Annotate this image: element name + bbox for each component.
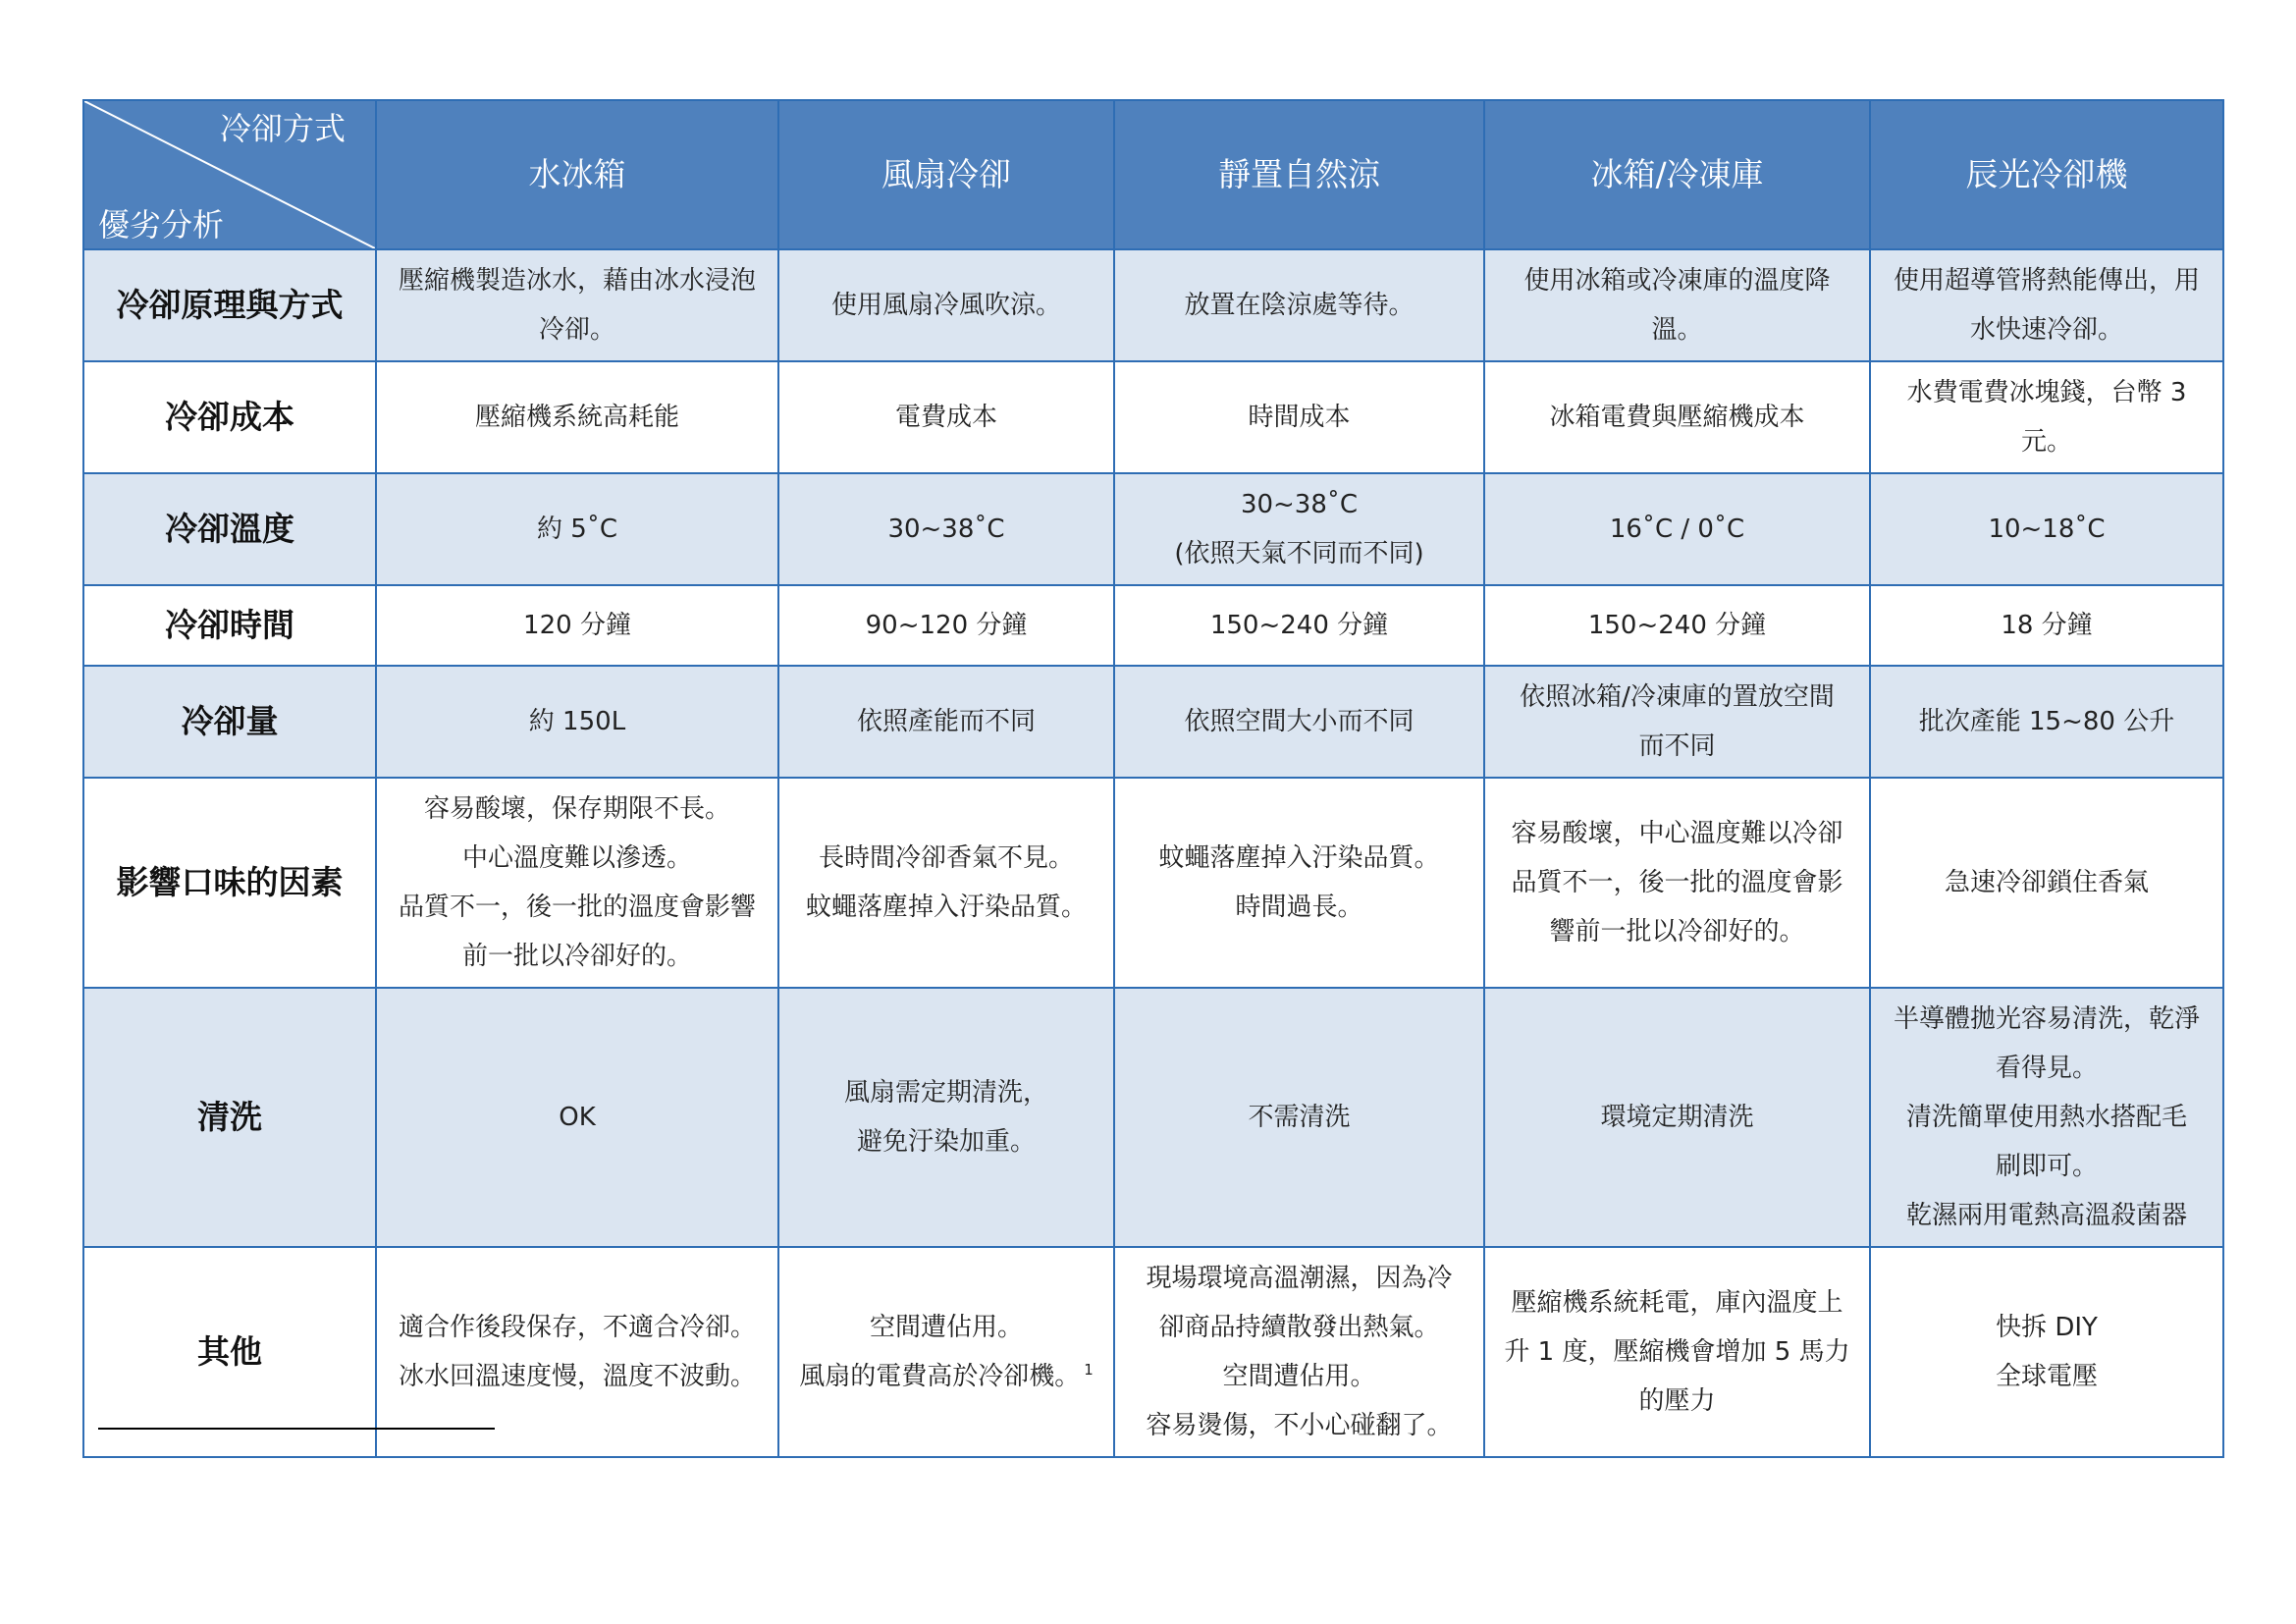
table-cell: [376, 585, 778, 666]
row-label: 冷卻成本: [83, 361, 376, 473]
cell-line: 18 分鐘: [2001, 611, 2093, 640]
cell-line: 放置在陰涼處等待。: [1184, 291, 1415, 320]
cell-line: 而不同: [1638, 731, 1716, 761]
cell-line: 風扇需定期清洗，: [843, 1078, 1048, 1108]
cell-line: 時間過長。: [1235, 893, 1363, 922]
corner-label-analysis: 優劣分析: [98, 206, 225, 244]
cell-line: 長時間冷卻香氣不見。: [818, 843, 1074, 873]
cell-line: 冷卻。: [538, 315, 615, 345]
cell-line: 避免汙染加重。: [856, 1127, 1036, 1157]
table-cell: [1484, 988, 1870, 1247]
cell-line: 前一批以冷卻好的。: [461, 942, 692, 971]
cell-line: 品質不一，後一批的溫度會影: [1511, 868, 1843, 897]
column-header: 水冰箱: [376, 100, 778, 249]
table-cell: [778, 249, 1114, 361]
cell-line: 電費成本: [894, 403, 997, 432]
column-header: 靜置自然涼: [1114, 100, 1484, 249]
footnote-marker: 1: [1084, 1361, 1094, 1380]
cell-line: 中心溫度難以滲透。: [461, 843, 692, 873]
cell-line: 使用冰箱或冷凍庫的溫度降: [1523, 266, 1831, 296]
cell-line: 卻商品持續散發出熱氣。: [1158, 1313, 1440, 1342]
table-cell: [376, 778, 778, 988]
table-cell: [1114, 361, 1484, 473]
cell-line: 全球電壓: [1995, 1362, 2098, 1391]
cell-line: 容易酸壞，保存期限不長。: [423, 794, 730, 824]
table-cell: [1870, 778, 2223, 988]
table-cell: [778, 1247, 1114, 1457]
cell-line: 刷即可。: [1995, 1152, 2098, 1181]
cell-line: 壓縮機製造冰水，藉由冰水浸泡: [398, 266, 756, 296]
table-row: [83, 249, 2223, 361]
cell-line: 30~38˚C: [1240, 490, 1359, 519]
table-cell: [376, 666, 778, 778]
table-row: [83, 361, 2223, 473]
table-cell: [778, 666, 1114, 778]
cell-line: 冰箱電費與壓縮機成本: [1549, 403, 1805, 432]
table-row: [83, 585, 2223, 666]
cell-line: 150~240 分鐘: [1209, 611, 1389, 640]
cell-line: 壓縮機系統耗電，庫內溫度上: [1511, 1288, 1843, 1318]
cell-line: 水費電費冰塊錢，台幣 3 元。: [1906, 378, 2187, 457]
table-cell: [1870, 988, 2223, 1247]
cell-line: 時間成本: [1248, 403, 1351, 432]
cell-line: 快拆 DIY: [1996, 1313, 2098, 1342]
table-row: [83, 778, 2223, 988]
cell-line: 120 分鐘: [523, 611, 631, 640]
cell-line: 急速冷卻鎖住香氣: [1944, 868, 2149, 897]
cell-line: 依照空間大小而不同: [1184, 707, 1415, 736]
table-cell: [1484, 1247, 1870, 1457]
cell-line: 約 150L: [528, 707, 626, 736]
cell-line: 適合作後段保存，不適合冷卻。: [398, 1313, 756, 1342]
cell-line: 環境定期清洗: [1600, 1103, 1754, 1132]
cell-line: 10~18˚C: [1988, 514, 2106, 544]
table-cell: [1484, 249, 1870, 361]
row-label: 冷卻時間: [83, 585, 376, 666]
cell-line: OK: [559, 1103, 596, 1132]
cell-line: 乾濕兩用電熱高溫殺菌器: [1905, 1201, 2187, 1230]
table-cell: [1114, 1247, 1484, 1457]
corner-cell: [83, 100, 376, 249]
row-label: 其他: [83, 1247, 376, 1457]
table-cell: [1484, 666, 1870, 778]
cell-line: 溫。: [1651, 315, 1703, 345]
cell-line: 30~38˚C: [887, 514, 1005, 544]
comparison-table: [82, 99, 2224, 1458]
cell-line: 現場環境高溫潮濕，因為冷: [1146, 1264, 1453, 1293]
row-label: 清洗: [83, 988, 376, 1247]
cell-line: 使用風扇冷風吹涼。: [830, 291, 1061, 320]
cell-line: 的壓力: [1638, 1386, 1716, 1416]
column-header: 風扇冷卻: [778, 100, 1114, 249]
cell-line: 半導體拋光容易清洗，乾淨: [1893, 1004, 2200, 1034]
table-cell: [1870, 249, 2223, 361]
row-label: 冷卻溫度: [83, 473, 376, 585]
table-cell: [1114, 249, 1484, 361]
cell-line: 冰水回溫速度慢，溫度不波動。: [398, 1362, 756, 1391]
table-cell: [376, 249, 778, 361]
table-cell: [778, 585, 1114, 666]
cell-line: 批次產能 15~80 公升: [1918, 707, 2175, 736]
table-cell: [778, 778, 1114, 988]
cell-line: 品質不一，後一批的溫度會影響: [398, 893, 756, 922]
column-header: 冰箱/冷凍庫: [1484, 100, 1870, 249]
cell-line: 16˚C / 0˚C: [1609, 514, 1745, 544]
cell-line: 90~120 分鐘: [865, 611, 1028, 640]
table-row: [83, 473, 2223, 585]
cell-line: 空間遭佔用。: [869, 1313, 1023, 1342]
cell-line: 看得見。: [1995, 1054, 2098, 1083]
table-cell: [1484, 585, 1870, 666]
table-row: [83, 988, 2223, 1247]
table-cell: [1484, 778, 1870, 988]
table-cell: [376, 361, 778, 473]
table-cell: [1870, 361, 2223, 473]
table-cell: [1870, 1247, 2223, 1457]
table-row: [83, 666, 2223, 778]
row-label: 影響口味的因素: [83, 778, 376, 988]
cell-line: 容易燙傷，不小心碰翻了。: [1146, 1411, 1453, 1440]
table-cell: [1870, 585, 2223, 666]
table-cell: [376, 988, 778, 1247]
table-cell: [376, 1247, 778, 1457]
table-cell: [778, 988, 1114, 1247]
cell-line: 依照產能而不同: [856, 707, 1036, 736]
cell-line: [793, 1352, 1099, 1401]
table-cell: [1870, 473, 2223, 585]
table-cell: [1114, 473, 1484, 585]
cell-line: 依照冰箱/冷凍庫的置放空間: [1520, 682, 1835, 712]
row-label: 冷卻量: [83, 666, 376, 778]
table-cell: [1114, 988, 1484, 1247]
cell-line: 蚊蠅落塵掉入汙染品質。: [805, 893, 1087, 922]
table-cell: [1114, 666, 1484, 778]
cell-line: 升 1 度，壓縮機會增加 5 馬力: [1504, 1337, 1850, 1367]
table-cell: [1114, 585, 1484, 666]
cell-line: 不需清洗: [1248, 1103, 1351, 1132]
cell-line: 使用超導管將熱能傳出，用: [1893, 266, 2200, 296]
cell-line: 蚊蠅落塵掉入汙染品質。: [1158, 843, 1440, 873]
footnote-separator: [98, 1428, 495, 1430]
table-cell: [778, 361, 1114, 473]
column-header: 辰光冷卻機: [1870, 100, 2223, 249]
table-cell: [376, 473, 778, 585]
row-label: 冷卻原理與方式: [83, 249, 376, 361]
table-cell: [1484, 473, 1870, 585]
cell-line: 空間遭佔用。: [1222, 1362, 1376, 1391]
cell-line: (依照天氣不同而不同): [1174, 539, 1424, 568]
table-cell: [778, 473, 1114, 585]
cell-line: 響前一批以冷卻好的。: [1549, 917, 1805, 947]
cell-line: 清洗簡單使用熱水搭配毛: [1905, 1103, 2187, 1132]
cell-text: 風扇的電費高於冷卻機。: [799, 1362, 1081, 1391]
cell-line: 約 5˚C: [537, 514, 617, 544]
table-cell: [1484, 361, 1870, 473]
cell-line: 水快速冷卻。: [1969, 315, 2123, 345]
table-row: [83, 1247, 2223, 1457]
cell-line: 壓縮機系統高耗能: [474, 403, 679, 432]
cell-line: 容易酸壞，中心溫度難以冷卻: [1511, 819, 1843, 848]
table-cell: [1870, 666, 2223, 778]
header-row: [83, 100, 2223, 249]
cell-line: 150~240 分鐘: [1587, 611, 1767, 640]
corner-label-cooling-method: 冷卻方式: [219, 110, 346, 147]
table-cell: [1114, 778, 1484, 988]
